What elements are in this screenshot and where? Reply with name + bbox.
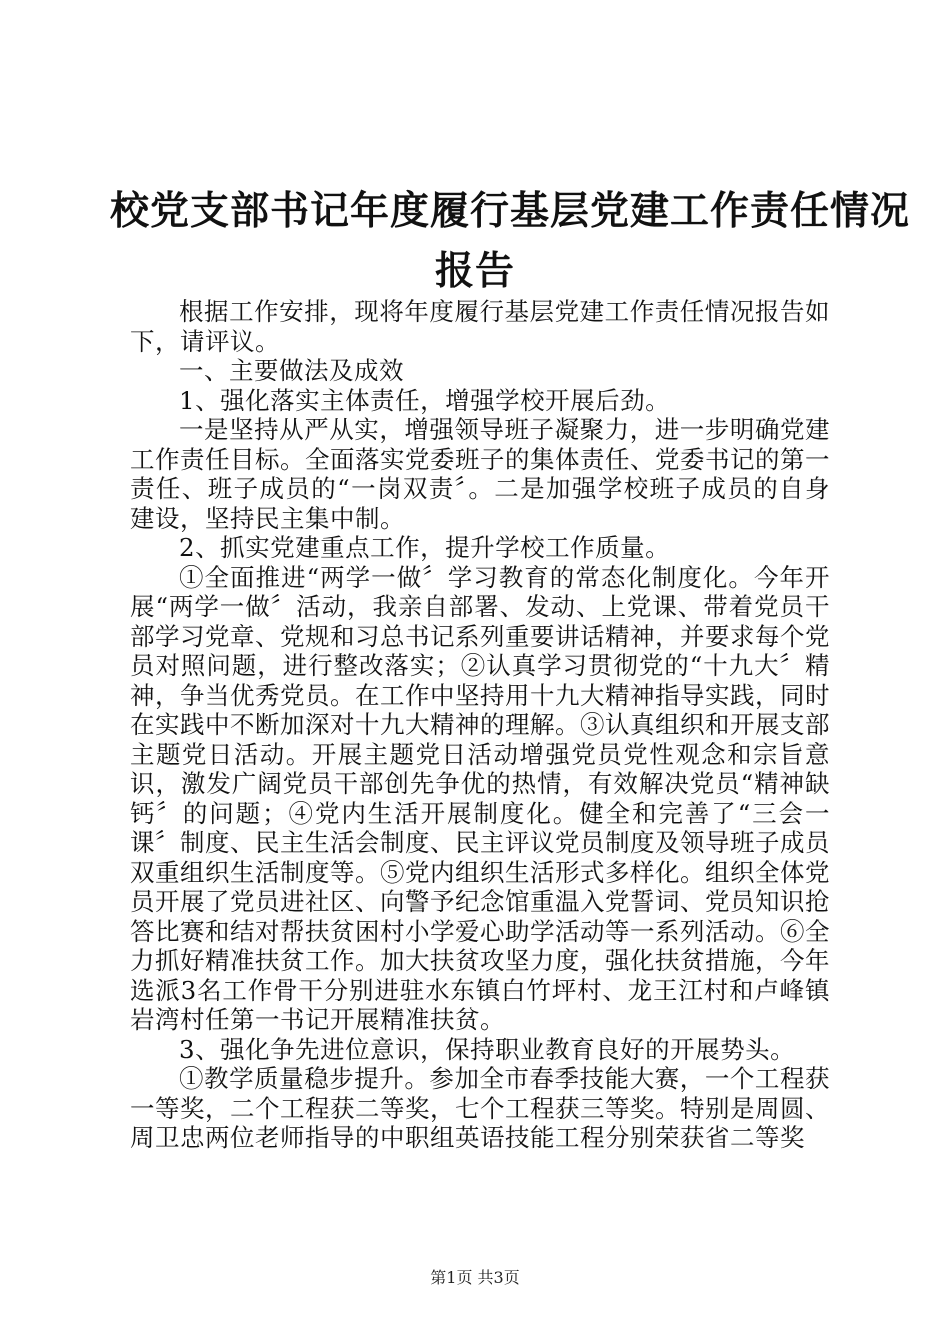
document-body	[130, 297, 830, 1153]
paragraph-intro: 根据工作安排，现将年度履行基层党建工作责任情况报告如下，请评议。	[130, 297, 830, 356]
subheading-3: 3、强化争先进位意识，保持职业教育良好的开展势头。	[179, 1034, 796, 1064]
paragraph-1: 一是坚持从严从实，增强领导班子凝聚力，进一步明确党建工作责任目标。全面落实党委班子的集体责任、党委书记的第一责任、班子成员的“一岗双责〞。二是加强学校班子成员的自身建设，坚持民主集中制。	[130, 415, 830, 533]
document-title-line-2: 报告	[434, 248, 515, 294]
document-title-line-1: 校党支部书记年度履行基层党建工作责任情况	[110, 188, 911, 234]
page-number-footer: 第1页 共3页	[430, 1268, 520, 1287]
subheading-2: 2、抓实党建重点工作，提升学校工作质量。	[179, 533, 671, 562]
paragraph-3: ①教学质量稳步提升。参加全市春季技能大赛，一个工程获一等奖，二个工程获二等奖，七个工程获三等奖。特别是周圆、周卫忠两位老师指导的中职组英语技能工程分别荣获省二等奖	[130, 1064, 830, 1152]
subheading-1: 1、强化落实主体责任，增强学校开展后劲。	[179, 385, 671, 415]
section-heading-1: 一、主要做法及成效	[179, 356, 404, 385]
paragraph-2: ①全面推进“两学一做〞学习教育的常态化制度化。今年开展“两学一做〞活动，我亲自部署、发动、上党课、带着党员干部学习党章、党规和习总书记系列重要讲话精神，并要求每个党员对照问题，进行整改落实；②认真学习贯彻党的“十九大〞精神，争当优秀党员。在工作中坚持用十九大精神指导实践，同时在实践中不断加深对十九大精神的理解。③认真组织和开展支部主题党日活动。开展主题党日活动增强党员党性观念和宗旨意识，激发广阔党员干部创先争优的热情，有效解决党员“精神缺钙〞的问题；④党内生活开展制度化。健全和完善了“三会一课〞制度、民主生活会制度、民主评议党员制度及领导班子成员双重组织生活制度等。⑤党内组织生活形式多样化。组织全体党员开展了党员进社区、向警予纪念馆重温入党誓词、党员知识抢答比赛和结对帮扶贫困村小学爱心助学活动等一系列活动。⑥全力抓好精准扶贫工作。加大扶贫攻坚力度，强化扶贫措施，今年选派3名工作骨干分别进驻水东镇白竹坪村、龙王江村和卢峰镇岩湾村任第一书记开展精准扶贫。	[130, 562, 830, 1034]
